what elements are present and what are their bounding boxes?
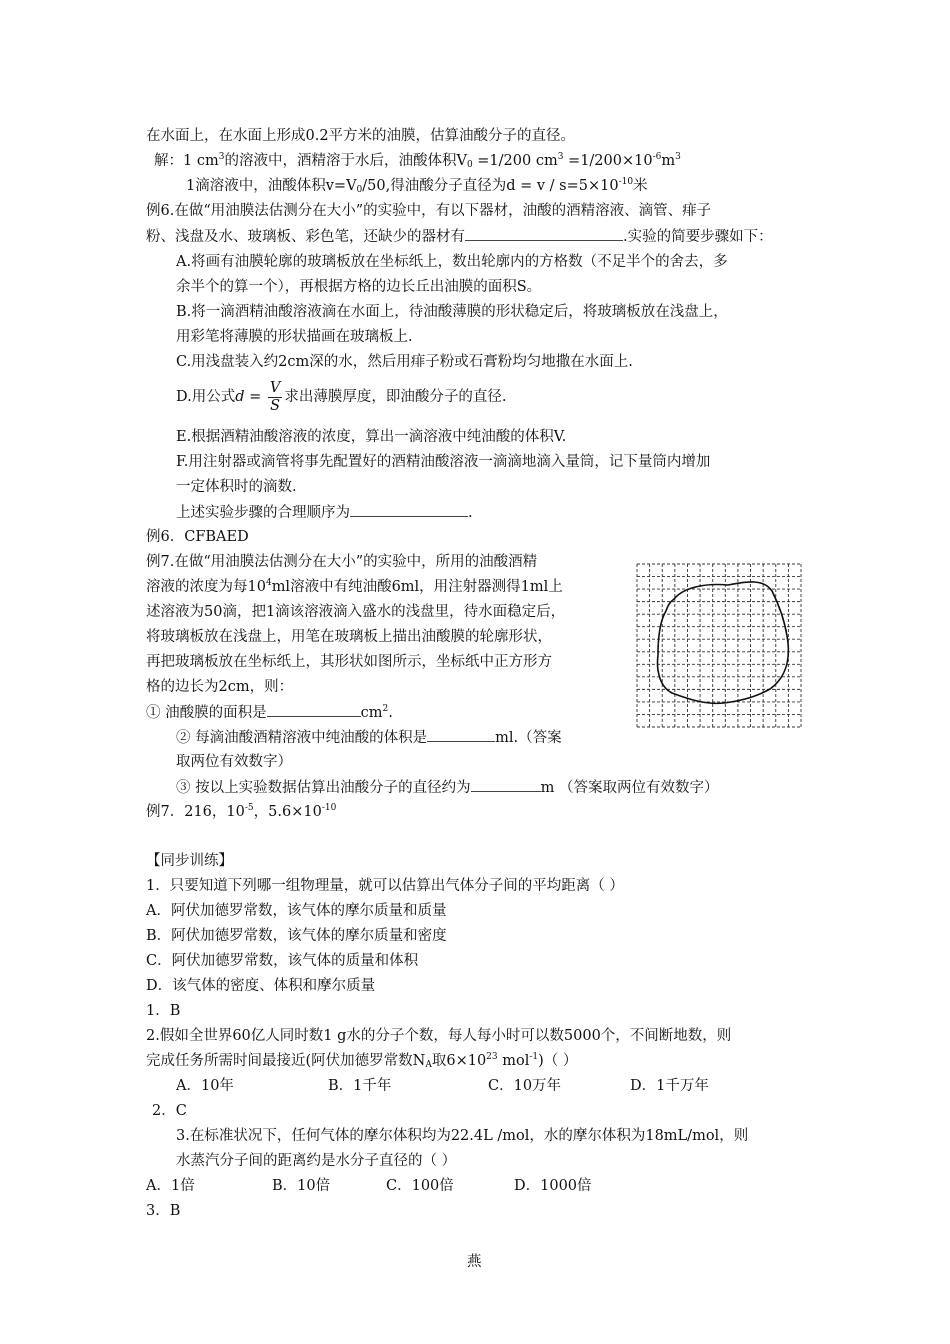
text-line: 一定体积时的滴数.: [176, 479, 297, 495]
option-a: A．1倍: [146, 1178, 195, 1194]
grid-lines: [637, 564, 801, 727]
step-c: C.用浅盘装入约2cm深的水，然后用痱子粉或石膏粉均匀地撒在水面上.: [176, 354, 633, 370]
exercise-1: 1．只要知道下列哪一组物理量，就可以估算出气体分子间的平均距离（ ）: [146, 878, 624, 894]
step-a: A.将画有油膜轮廓的玻璃板放在坐标纸上，数出轮廓内的方格数（不足半个的舍去，多: [176, 254, 728, 270]
example-6-answer: 例6．CFBAED: [146, 529, 249, 545]
option-c: C．10万年: [488, 1078, 562, 1094]
step-d: D.用公式d = $\frac{V}{S}$ 求出薄膜厚度，即油酸分子的直径.: [176, 379, 507, 414]
solution-line: 1滴溶液中，油酸体积$v=V_0/50$,得油酸分子直径为$d = v / s=5\times 10^{-10}$米: [186, 177, 648, 195]
example-7-question: 例7.在做“用油膜法估测分在大小”的实验中，所用的油酸酒精: [146, 554, 538, 570]
option-c: C．阿伏加德罗常数，该气体的质量和体积: [146, 953, 419, 969]
text-line: 再把玻璃板放在坐标纸上，其形状如图所示，坐标纸中正方形方: [146, 654, 552, 670]
step-f: F.用注射器或滴管将事先配置好的酒精油酸溶液一滴滴地滴入量筒，记下量筒内增加: [176, 454, 711, 470]
footer-char: 燕: [467, 1254, 482, 1270]
option-c: C．100倍: [386, 1178, 454, 1194]
exercise-3: 3.在标准状况下，任何气体的摩尔体积均为22.4L /mol，水的摩尔体积为18mL/mol，则: [176, 1128, 749, 1144]
option-d: D．该气体的密度、体积和摩尔质量: [146, 978, 376, 994]
exercise-3-answer: 3．B: [146, 1203, 181, 1219]
example-6-question: 例6.在做“用油膜法估测分在大小”的实验中，有以下器材，油酸的酒精溶液、滴管、痱子: [146, 203, 712, 219]
option-d: D．1000倍: [514, 1178, 592, 1194]
answer-blank[interactable]: [465, 226, 623, 241]
text-line: 余半个的算一个），再根据方格的边长丘出油膜的面积S。: [176, 279, 542, 295]
option-b: B．1千年: [328, 1078, 392, 1094]
text-line: 完成任务所需时间最接近(阿伏加德罗常数$N_A$取$6\times 10^{23}$ mol$^{-1}$)（ ）: [146, 1052, 578, 1070]
exercise-2-answer: 2．C: [152, 1103, 187, 1119]
question-2: ② 每滴油酸酒精溶液中纯油酸的体积是 ml.（答案: [176, 727, 562, 748]
text-line: 粉、浅盘及水、玻璃板、彩色笔，还缺少的器材有 .实验的简要步骤如下：: [146, 226, 773, 247]
step-b: B.将一滴酒精油酸溶液滴在水面上，待油酸薄膜的形状稳定后，将玻璃板放在浅盘上，: [176, 304, 728, 320]
text-line: 在水面上，在水面上形成0.2平方米的油膜，估算油酸分子的直径。: [146, 128, 576, 144]
exercise-1-answer: 1．B: [146, 1003, 181, 1019]
oil-film-grid-figure: [636, 563, 802, 728]
text-line: 将玻璃板放在浅盘上，用笔在玻璃板上描出油酸膜的轮廓形状，: [146, 629, 552, 645]
text-line: 述溶液为50滴，把1滴该溶液滴入盛水的浅盘里，待水面稳定后，: [146, 604, 566, 620]
text-line: 取两位有效数字）: [176, 754, 292, 770]
formula-fraction: $\frac{V}{S}$: [269, 379, 281, 414]
option-a: A．10年: [176, 1078, 234, 1094]
question-3: ③ 按以上实验数据估算出油酸分子的直径约为 m （答案取两位有效数字）: [176, 777, 718, 798]
option-b: B．阿伏加德罗常数，该气体的摩尔质量和密度: [146, 928, 447, 944]
solution-line: 解：1 $cm^3$的溶液中，酒精溶于水后，油酸体积$V_0 =1/200$ $cm^3 =1/200\times 10^{-6}m^3$: [154, 152, 681, 170]
answer-blank[interactable]: [427, 727, 495, 742]
order-question: 上述实验步骤的合理顺序为 .: [176, 502, 473, 523]
question-1: ① 油酸膜的面积是 $cm^2$.: [146, 704, 393, 721]
answer-blank[interactable]: [267, 702, 361, 717]
section-heading: 【同步训练】: [146, 853, 233, 869]
text-line: 用彩笔将薄膜的形状描画在玻璃板上.: [176, 329, 413, 345]
oil-film-outline: [658, 582, 789, 703]
option-d: D．1千万年: [630, 1078, 709, 1094]
example-7-answer: 例7．216，$10^{-5}$，$5.6\times 10^{-10}$: [146, 803, 337, 820]
text-line: 格的边长为2cm，则：: [146, 679, 294, 695]
text-line: 溶液的浓度为每$10^4ml$溶液中有纯油酸6ml，用注射器测得1ml上: [146, 578, 563, 595]
text-line: 水蒸汽分子间的距离约是水分子直径的（ ）: [176, 1153, 457, 1169]
exercise-2: 2.假如全世界60亿人同时数1 g水的分子个数，每人每小时可以数5000个，不间断地数，则: [146, 1028, 732, 1044]
option-a: A．阿伏加德罗常数，该气体的摩尔质量和质量: [146, 903, 447, 919]
answer-blank[interactable]: [471, 777, 541, 792]
step-e: E.根据酒精油酸溶液的浓度，算出一滴溶液中纯油酸的体积V.: [176, 429, 567, 445]
answer-blank[interactable]: [350, 502, 468, 517]
option-b: B．10倍: [272, 1178, 331, 1194]
